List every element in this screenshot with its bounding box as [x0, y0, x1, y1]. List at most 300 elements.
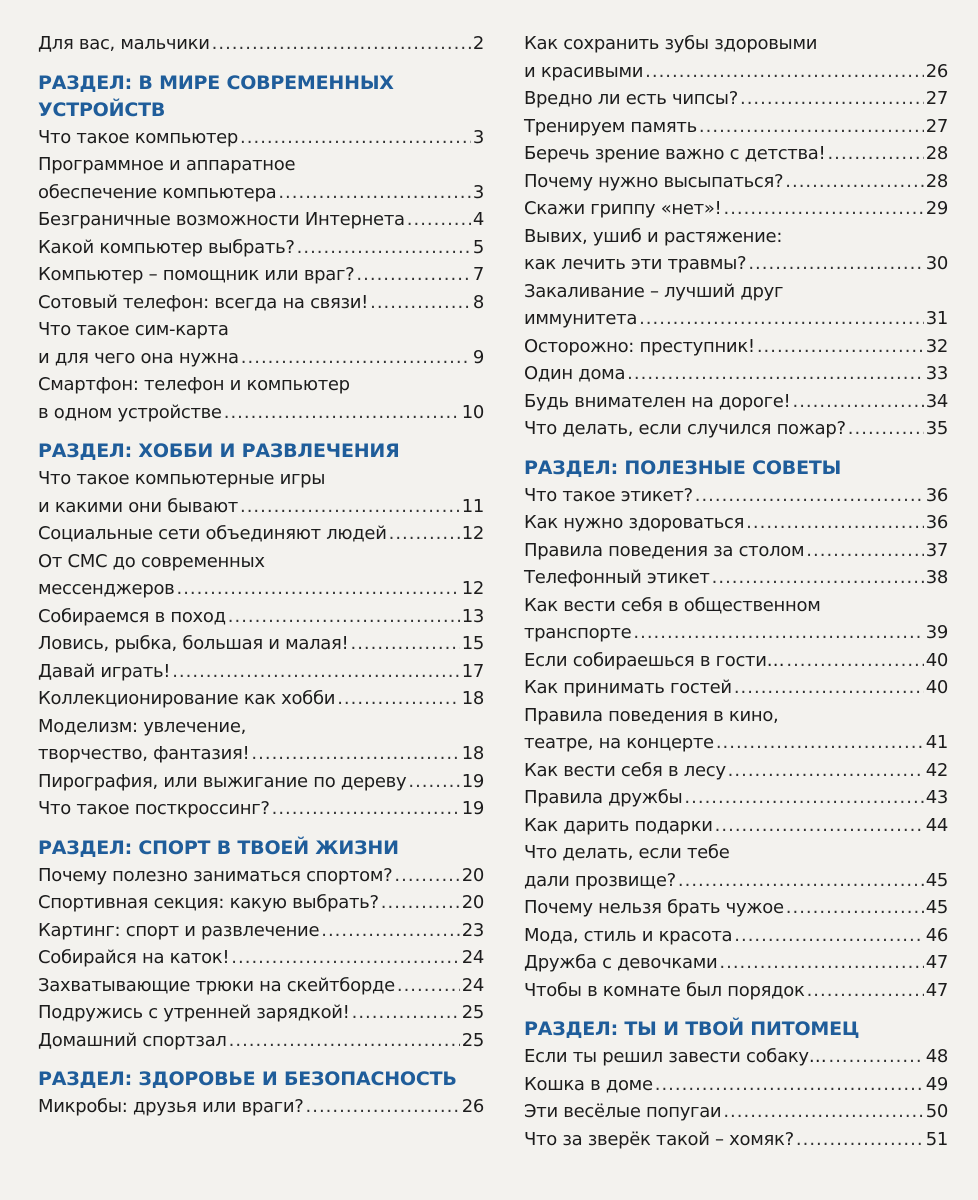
toc-entry-row [38, 972, 484, 1000]
dot-leader [715, 812, 924, 840]
toc-entry-row [524, 537, 948, 565]
toc-entry[interactable] [524, 30, 948, 85]
toc-entry-title-line: Правила поведения в кино, [524, 704, 779, 726]
page-number: 42 [925, 759, 948, 781]
toc-entry-row [38, 795, 484, 823]
toc-entry-title: транспорте [524, 622, 632, 643]
toc-entry-row [524, 168, 948, 196]
toc-entry[interactable] [524, 592, 948, 647]
toc-entry-row [524, 867, 948, 895]
toc-entry[interactable] [38, 630, 484, 658]
dot-leader [229, 1027, 460, 1055]
toc-entry[interactable] [38, 261, 484, 289]
toc-entry[interactable] [38, 465, 484, 520]
toc-entry-title: как лечить эти травмы? [524, 253, 747, 274]
section-heading [524, 455, 948, 482]
toc-entry-title: Что такое этикет? [524, 484, 693, 506]
dot-leader [740, 85, 924, 113]
page-number: 26 [461, 1096, 484, 1117]
page-number: 45 [925, 869, 948, 891]
toc-entry-title-line: Моделизм: увлечение, [38, 715, 247, 737]
page-number: 19 [461, 770, 484, 792]
toc-entry-row [524, 949, 948, 977]
toc-entry[interactable] [38, 1093, 484, 1121]
toc-entry-title: Картинг: спорт и развлечение [38, 919, 320, 941]
toc-entry[interactable] [38, 1027, 484, 1055]
section-spacer [38, 823, 484, 835]
toc-entry-row [524, 1126, 948, 1154]
toc-entry-row [38, 603, 484, 631]
toc-entry-title: Что такое компьютер [38, 126, 239, 148]
dot-leader [172, 658, 460, 686]
toc-entry-row [38, 862, 484, 890]
toc-entry-row [524, 619, 948, 647]
toc-entry-row [524, 195, 948, 223]
dot-leader [241, 344, 471, 372]
toc-entry-title: Почему нельзя брать чужое [524, 897, 784, 918]
page-number: 46 [925, 924, 948, 946]
dot-leader [719, 949, 923, 977]
dot-leader [337, 685, 460, 713]
toc-entry-title: Социальные сети объединяют людей [38, 523, 387, 544]
toc-entry[interactable] [524, 922, 948, 950]
page-number: 28 [925, 143, 948, 164]
toc-entry-title: театре, на концерте [524, 732, 714, 753]
dot-leader [272, 795, 460, 823]
toc-entry-title: и для чего она нужна [38, 346, 239, 368]
toc-entry[interactable] [524, 757, 948, 785]
page-number: 2 [472, 33, 484, 54]
toc-entry-title: Дружба с девочками [524, 952, 718, 973]
dot-leader [212, 30, 471, 58]
dot-leader [352, 999, 460, 1027]
toc-entry-title: Спортивная секция: какую выбрать? [38, 892, 379, 913]
dot-leader [306, 1093, 460, 1121]
toc-entry-title: Тренируем память [524, 115, 697, 137]
toc-entry-row [38, 1093, 484, 1121]
page-number: 41 [925, 732, 948, 753]
page-number: 19 [461, 798, 484, 819]
page-number: 38 [925, 567, 948, 588]
dot-leader [231, 944, 459, 972]
dot-leader [807, 977, 924, 1005]
toc-entry[interactable] [38, 795, 484, 823]
toc-entry[interactable] [38, 999, 484, 1027]
dot-leader [356, 261, 470, 289]
toc-entry-row [38, 30, 484, 58]
page-number: 15 [461, 633, 484, 654]
toc-entry-title: Кошка в доме [524, 1073, 653, 1095]
toc-entry[interactable] [524, 482, 948, 510]
toc-entry-row [524, 85, 948, 113]
page-number: 31 [925, 308, 948, 329]
page-number: 7 [472, 264, 484, 285]
toc-entry-row [38, 917, 484, 945]
toc-entry[interactable] [38, 889, 484, 917]
page-number: 13 [461, 605, 484, 627]
page-number: 40 [925, 649, 948, 671]
toc-entry-row [38, 179, 484, 207]
page-number: 26 [925, 60, 948, 82]
toc-entry-row [524, 360, 948, 388]
dot-leader [645, 58, 924, 86]
page-number: 8 [472, 291, 484, 313]
toc-entry-row [524, 757, 948, 785]
toc-entry-title: творчество, фантазия! [38, 743, 250, 764]
toc-entry-row [524, 333, 948, 361]
toc-entry[interactable] [38, 234, 484, 262]
page-number: 10 [461, 401, 484, 423]
page-number: 35 [925, 418, 948, 439]
toc-entry-row [38, 685, 484, 713]
toc-entry-title: Сотовый телефон: всегда на связи! [38, 291, 369, 313]
toc-entry[interactable] [524, 509, 948, 537]
page-number: 28 [925, 170, 948, 192]
page-number: 50 [925, 1101, 948, 1122]
toc-entry-row [524, 482, 948, 510]
dot-leader [828, 1043, 923, 1071]
page-number: 25 [461, 1002, 484, 1023]
toc-entry[interactable] [38, 520, 484, 548]
page-number: 24 [461, 947, 484, 968]
toc-entry[interactable] [524, 949, 948, 977]
toc-entry[interactable] [38, 658, 484, 686]
dot-leader [394, 862, 459, 890]
section-heading-line: РАЗДЕЛ: ТЫ И ТВОЙ ПИТОМЕЦ [524, 1018, 860, 1040]
page-number: 20 [461, 892, 484, 913]
toc-entry[interactable] [524, 333, 948, 361]
toc-entry[interactable] [38, 316, 484, 371]
toc-entry[interactable] [38, 151, 484, 206]
toc-entry-title: Как вести себя в лесу [524, 759, 726, 781]
section-spacer [38, 426, 484, 438]
toc-entry-row [524, 784, 948, 812]
page-number: 23 [461, 919, 484, 941]
dot-leader [806, 537, 923, 565]
toc-entry-row [38, 999, 484, 1027]
toc-entry[interactable] [524, 140, 948, 168]
dot-leader [746, 509, 924, 537]
toc-entry-title: обеспечение компьютера [38, 181, 277, 203]
toc-entry[interactable] [524, 784, 948, 812]
toc-entry[interactable] [524, 564, 948, 592]
toc-left-column [38, 30, 484, 1121]
toc-entry-title: Безграничные возможности Интернета [38, 209, 405, 230]
section-heading-line: РАЗДЕЛ: ПОЛЕЗНЫЕ СОВЕТЫ [524, 456, 842, 479]
page-number: 36 [925, 512, 948, 533]
dot-leader [785, 168, 923, 196]
dot-leader [712, 564, 924, 592]
toc-entry-title: мессенджеров [38, 578, 175, 599]
toc-entry-title: Что за зверёк такой – хомяк? [524, 1128, 794, 1150]
dot-leader [407, 206, 471, 234]
toc-entry[interactable] [38, 944, 484, 972]
toc-entry-title: Какой компьютер выбрать? [38, 236, 295, 258]
toc-entry-title: Подружись с утренней зарядкой! [38, 1002, 350, 1023]
dot-leader [678, 867, 924, 895]
toc-entry-row [524, 894, 948, 922]
section-heading [38, 835, 484, 862]
section-heading-line: УСТРОЙСТВ [38, 98, 166, 121]
toc-entry-row [524, 812, 948, 840]
toc-entry-row [524, 415, 948, 443]
dot-leader [389, 520, 460, 548]
dot-leader [278, 179, 471, 207]
section-spacer [524, 1004, 948, 1016]
toc-entry-title: Скажи гриппу «нет»! [524, 198, 722, 219]
toc-entry-title: Один дома [524, 363, 626, 384]
toc-entry-title: Для вас, мальчики [38, 33, 210, 54]
toc-entry[interactable] [524, 537, 948, 565]
section-heading-line: РАЗДЕЛ: ЗДОРОВЬЕ И БЕЗОПАСНОСТЬ [38, 1068, 457, 1090]
toc-entry[interactable] [524, 702, 948, 757]
dot-leader [786, 647, 923, 675]
toc-entry-title-line: Как вести себя в общественном [524, 594, 821, 616]
page-number: 17 [461, 660, 484, 682]
page-number: 18 [461, 743, 484, 764]
dot-leader [848, 415, 924, 443]
toc-entry-title-line: Что такое компьютерные игры [38, 468, 326, 489]
toc-entry-row [524, 58, 948, 86]
toc-entry-row [38, 575, 484, 603]
toc-entry-title-line: Вывих, ушиб и растяжение: [524, 225, 783, 247]
toc-entry-row [524, 250, 948, 278]
dot-leader [827, 140, 923, 168]
dot-leader [723, 195, 923, 223]
toc-entry-row [38, 889, 484, 917]
toc-entry[interactable] [38, 124, 484, 152]
dot-leader [716, 729, 924, 757]
page-number: 44 [925, 814, 948, 836]
toc-entry-row [38, 289, 484, 317]
toc-entry-title-line: От СМС до современных [38, 550, 265, 572]
dot-leader [757, 333, 924, 361]
page-number: 36 [925, 484, 948, 506]
toc-entry[interactable] [524, 812, 948, 840]
dot-leader [228, 603, 460, 631]
page-number: 39 [925, 622, 948, 643]
toc-entry-title: Телефонный этикет [524, 567, 710, 588]
page-number: 34 [925, 390, 948, 412]
toc-entry-row [524, 729, 948, 757]
toc-entry[interactable] [524, 360, 948, 388]
toc-entry-row [524, 113, 948, 141]
toc-entry[interactable] [38, 289, 484, 317]
dot-leader [240, 124, 471, 152]
section-heading [38, 70, 484, 124]
toc-entry-title: в одном устройстве [38, 401, 222, 423]
toc-entry[interactable] [524, 388, 948, 416]
section-heading-line: РАЗДЕЛ: В МИРЕ СОВРЕМЕННЫХ [38, 71, 394, 94]
toc-entry-title: Осторожно: преступник! [524, 335, 755, 357]
toc-entry[interactable] [38, 917, 484, 945]
toc-entry-row [524, 305, 948, 333]
toc-entry-title: Почему нужно высыпаться? [524, 170, 784, 192]
toc-entry-row [38, 124, 484, 152]
section-spacer [38, 1054, 484, 1066]
toc-entry[interactable] [38, 713, 484, 768]
toc-entry[interactable] [524, 278, 948, 333]
toc-entry-title-line: Как сохранить зубы здоровыми [524, 33, 818, 54]
dot-leader [734, 674, 924, 702]
toc-entry-title: Почему полезно заниматься спортом? [38, 864, 393, 886]
dot-leader [370, 289, 471, 317]
toc-entry[interactable] [524, 647, 948, 675]
toc-entry-title: дали прозвище? [524, 869, 676, 891]
toc-entry[interactable] [524, 674, 948, 702]
toc-entry[interactable] [524, 168, 948, 196]
toc-entry-row [524, 922, 948, 950]
toc-entry-row [524, 1043, 948, 1071]
toc-entry-title: Домашний спортзал [38, 1029, 227, 1051]
toc-entry-title: Собирайся на каток! [38, 947, 230, 968]
toc-entry-row [38, 768, 484, 796]
section-spacer [524, 443, 948, 455]
toc-entry-title: и красивыми [524, 60, 644, 82]
toc-entry-title: Правила дружбы [524, 787, 683, 808]
page-number: 12 [461, 523, 484, 544]
toc-entry-row [38, 630, 484, 658]
dot-leader [297, 234, 471, 262]
toc-entry-title: Как дарить подарки [524, 814, 713, 836]
page-number: 25 [461, 1029, 484, 1051]
dot-leader [176, 575, 459, 603]
dot-leader [699, 113, 924, 141]
toc-entry-title: Давай играть! [38, 660, 171, 682]
dot-leader [381, 889, 460, 917]
toc-entry-title: Пирография, или выжигание по дереву [38, 770, 407, 792]
toc-entry-title-line: Смартфон: телефон и компьютер [38, 374, 350, 395]
dot-leader [786, 894, 924, 922]
toc-entry-title-line: Что такое сим-карта [38, 319, 229, 340]
toc-entry-title: Как принимать гостей [524, 677, 732, 698]
page-number: 3 [472, 181, 484, 203]
page-number: 20 [461, 864, 484, 886]
toc-entry-title: Мода, стиль и красота [524, 924, 733, 946]
page-number: 9 [472, 346, 484, 368]
dot-leader [723, 1098, 923, 1126]
section-heading-line: РАЗДЕЛ: СПОРТ В ТВОЕЙ ЖИЗНИ [38, 836, 399, 859]
page-number: 27 [925, 88, 948, 109]
toc-entry[interactable] [524, 1071, 948, 1099]
toc-entry[interactable] [38, 685, 484, 713]
toc-entry-title: Беречь зрение важно с детства! [524, 143, 826, 164]
toc-entry-row [524, 509, 948, 537]
dot-leader [408, 768, 459, 796]
toc-entry[interactable] [524, 1098, 948, 1126]
toc-entry-row [38, 658, 484, 686]
toc-entry-title: Будь внимателен на дороге! [524, 390, 791, 412]
toc-entry-row [524, 1098, 948, 1126]
toc-entry-title: Если ты решил завести собаку… [524, 1046, 827, 1067]
toc-entry-title: Собираемся в поход [38, 605, 226, 627]
toc-entry[interactable] [38, 371, 484, 426]
toc-entry[interactable] [38, 206, 484, 234]
toc-entry-title: Компьютер – помощник или враг? [38, 264, 355, 285]
dot-leader [633, 619, 923, 647]
dot-leader [627, 360, 924, 388]
dot-leader [224, 399, 460, 427]
toc-entry-title: иммунитета [524, 308, 638, 329]
toc-entry[interactable] [524, 195, 948, 223]
dot-leader [321, 917, 459, 945]
section-heading-line: РАЗДЕЛ: ХОББИ И РАЗВЛЕЧЕНИЯ [38, 440, 400, 462]
toc-entry[interactable] [524, 1126, 948, 1154]
dot-leader [684, 784, 923, 812]
toc-entry[interactable] [524, 415, 948, 443]
page-number: 37 [925, 539, 948, 561]
toc-entry[interactable] [524, 223, 948, 278]
page-number: 4 [472, 209, 484, 230]
toc-entry-title: Коллекционирование как хобби [38, 688, 336, 709]
toc-entry-row [524, 647, 948, 675]
toc-entry[interactable] [524, 85, 948, 113]
dot-leader [734, 922, 923, 950]
dot-leader [240, 493, 460, 521]
toc-entry-row [524, 977, 948, 1005]
page-number: 11 [461, 495, 484, 517]
toc-entry-row [38, 944, 484, 972]
toc-entry-row [38, 399, 484, 427]
toc-entry[interactable] [38, 548, 484, 603]
toc-entry-title: Если собираешься в гости… [524, 649, 785, 671]
toc-entry-row [38, 344, 484, 372]
dot-leader [748, 250, 923, 278]
toc-entry[interactable] [524, 113, 948, 141]
toc-entry[interactable] [524, 839, 948, 894]
toc-entry[interactable] [524, 894, 948, 922]
toc-entry-title-line: Программное и аппаратное [38, 154, 296, 175]
section-heading [524, 1016, 948, 1043]
toc-entry[interactable] [38, 972, 484, 1000]
toc-entry-row [38, 493, 484, 521]
toc-entry-title: и какими они бывают [38, 495, 238, 517]
toc-entry-title: Вредно ли есть чипсы? [524, 88, 738, 109]
page-number: 3 [472, 126, 484, 148]
page-number: 48 [925, 1046, 948, 1067]
page-number: 5 [472, 236, 484, 258]
toc-entry-title: Правила поведения за столом [524, 539, 805, 561]
toc-entry-title: Что такое посткроссинг? [38, 798, 270, 819]
toc-entry[interactable] [38, 603, 484, 631]
toc-entry-row [38, 261, 484, 289]
toc-entry-title-line: Что делать, если тебе [524, 842, 730, 863]
page-number: 12 [461, 578, 484, 599]
toc-entry[interactable] [38, 30, 484, 58]
dot-leader [251, 740, 459, 768]
page-number: 24 [461, 974, 484, 996]
page-number: 30 [925, 253, 948, 274]
page-number: 33 [925, 363, 948, 384]
toc-entry-row [524, 140, 948, 168]
toc-entry[interactable] [524, 1043, 948, 1071]
dot-leader [350, 630, 459, 658]
dot-leader [397, 972, 460, 1000]
toc-entry-title-line: Закаливание – лучший друг [524, 280, 784, 302]
toc-entry[interactable] [38, 862, 484, 890]
section-heading [38, 438, 484, 465]
toc-entry-row [38, 740, 484, 768]
toc-entry[interactable] [524, 977, 948, 1005]
toc-entry[interactable] [38, 768, 484, 796]
toc-right-column [524, 30, 948, 1153]
dot-leader [792, 388, 923, 416]
page-number: 32 [925, 335, 948, 357]
page-number: 47 [925, 979, 948, 1001]
page-number: 43 [925, 787, 948, 808]
toc-entry-title: Что делать, если случился пожар? [524, 418, 846, 439]
page-number: 45 [925, 897, 948, 918]
